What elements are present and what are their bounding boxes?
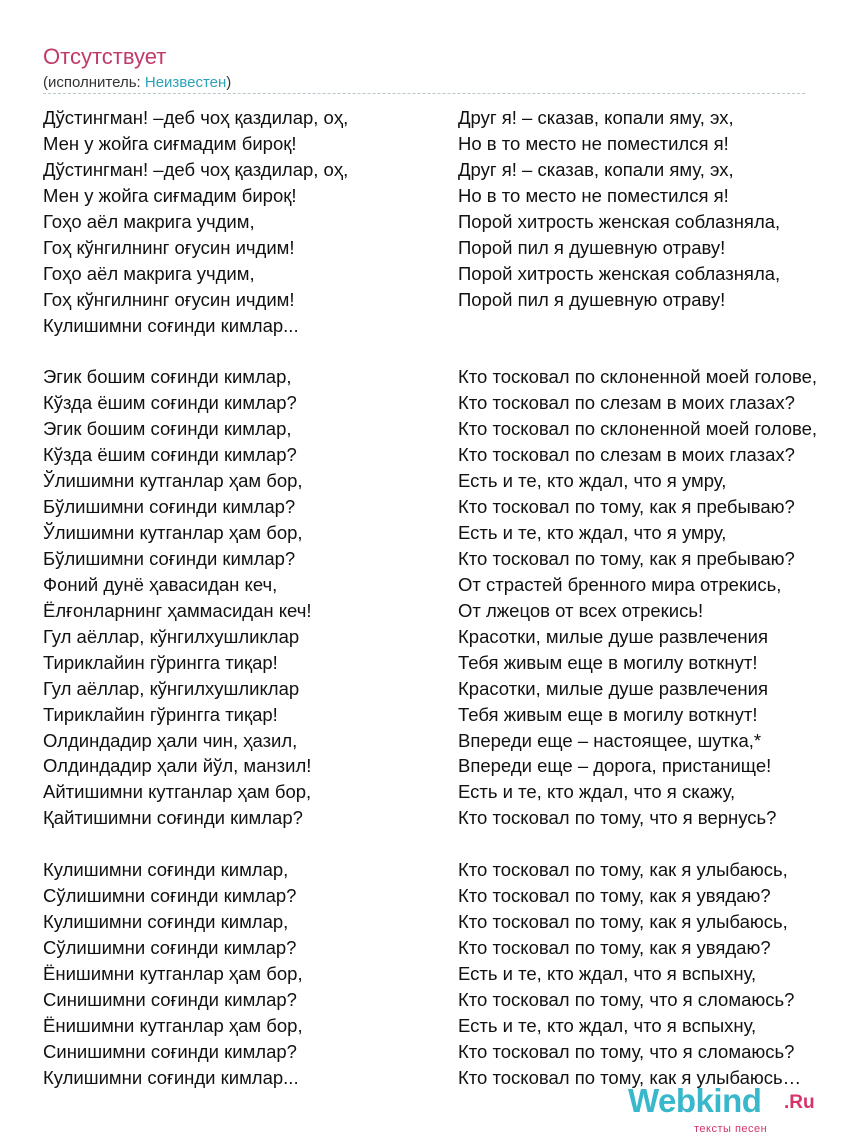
lyric-original: Синишимни соғинди кимлар? [43,1040,297,1062]
lyric-line [0,883,847,909]
lyric-line [0,494,847,520]
lyric-line [0,961,847,987]
lyric-line [0,650,847,676]
logo-brand: Webkind [628,1082,762,1119]
lyric-original: Дўстингман! –деб чоҳ қаздилар, оҳ, [43,158,349,180]
lyric-original: Гоҳ кўнгилнинг оғусин ичдим! [43,288,295,310]
lyric-line [0,831,847,857]
lyric-translation: Кто тосковал по тому, как я увядаю? [458,937,771,958]
lyric-translation: Друг я! – сказав, копали яму, эх, [458,158,734,180]
lyric-original: Ёнишимни кутганлар ҳам бор, [43,1014,303,1036]
logo-tagline: тексты песен [694,1123,768,1135]
artist-prefix: (исполнитель: [43,74,145,91]
lyric-translation: Кто тосковал по тому, как я улыбаюсь, [458,911,788,933]
lyric-line [0,805,847,831]
lyric-original: Ўлишимни кутганлар ҳам бор, [43,522,303,543]
lyric-line [0,520,847,546]
lyric-translation: Но в то место не поместился я! [458,132,729,154]
lyric-original: Мен у жойга сиғмадим бироқ! [43,184,297,206]
lyric-translation: Тебя живым еще в могилу воткнут! [458,651,758,673]
lyric-line [0,416,847,442]
lyric-line [0,287,847,313]
lyric-line [0,157,847,183]
lyric-line [0,442,847,468]
lyric-line [0,779,847,805]
lyric-translation: Кто тосковал по тому, что я сломаюсь? [458,988,795,1010]
lyric-translation: Впереди еще – настоящее, шутка,* [458,729,762,751]
lyric-original: Айтишимни кутганлар ҳам бор, [43,781,312,803]
artist-link[interactable]: Неизвестен [144,74,227,91]
lyric-translation: Есть и те, кто ждал, что я вспыхну, [458,962,757,984]
lyric-line [0,572,847,598]
artist-suffix: ) [226,74,232,91]
lyric-translation: Кто тосковал по склоненной моей голове, [458,418,818,440]
lyric-translation: Впереди еще – дорога, пристанище! [458,755,772,777]
lyric-original: Бўлишимни соғинди кимлар? [43,496,296,518]
lyric-translation: Тебя живым еще в могилу воткнут! [458,703,758,725]
lyric-translation: Кто тосковал по склоненной моей голове, [458,366,818,388]
lyrics-block [0,105,847,1091]
lyric-line [0,676,847,702]
lyric-original: Дўстингман! –деб чоҳ қаздилар, оҳ, [43,107,349,128]
lyric-translation: Есть и те, кто ждал, что я умру, [458,522,727,543]
lyric-original: Гул аёллар, кўнгилхушликлар [43,625,300,647]
lyric-original: Гул аёллар, кўнгилхушликлар [43,677,300,699]
lyric-original: Гоҳо аёл макрига учдим, [43,262,255,284]
lyric-line [0,105,847,131]
lyric-line [0,987,847,1013]
lyric-original: Кулишимни соғинди кимлар... [43,314,299,336]
lyric-line [0,313,847,339]
lyric-original: Эгик бошим соғинди кимлар, [43,366,292,388]
lyric-original: Мен у жойга сиғмадим бироқ! [43,132,297,154]
lyric-translation: Но в то место не поместился я! [458,184,729,206]
lyric-translation: Кто тосковал по тому, как я пребываю? [458,547,795,569]
lyric-original: Қайтишимни соғинди кимлар? [43,807,303,829]
lyric-translation: Кто тосковал по тому, что я сломаюсь? [458,1040,795,1062]
lyric-original: Гоҳ кўнгилнинг оғусин ичдим! [43,236,295,258]
lyric-original: Кўзда ёшим соғинди кимлар? [43,444,297,466]
lyric-line [0,183,847,209]
lyric-line [0,390,847,416]
lyric-translation: Кто тосковал по тому, как я улыбаюсь… [458,1066,802,1088]
lyric-line [0,364,847,390]
lyric-translation: Друг я! – сказав, копали яму, эх, [458,107,734,128]
lyric-line [0,624,847,650]
lyric-original: Сўлишимни соғинди кимлар? [43,937,297,958]
lyric-line [0,1039,847,1065]
lyric-translation: Кто тосковал по тому, как я увядаю? [458,885,771,907]
lyric-original: Ёнишимни кутганлар ҳам бор, [43,962,303,984]
lyric-line [0,857,847,883]
lyric-line [0,338,847,364]
lyric-line [0,131,847,157]
site-logo[interactable] [628,1074,828,1134]
header-divider [43,93,805,94]
lyric-translation: Порой хитрость женская соблазняла, [458,210,781,232]
lyric-line [0,702,847,728]
lyric-original: Гоҳо аёл макрига учдим, [43,210,255,232]
lyric-original: Тириклайин гўрингга тиқар! [43,651,278,673]
artist-line [43,74,231,91]
lyric-original: Кулишимни соғинди кимлар, [43,911,289,933]
lyric-original: Синишимни соғинди кимлар? [43,988,297,1010]
lyric-translation: Красотки, милые душе развлечения [458,677,768,699]
lyric-translation: Есть и те, кто ждал, что я вспыхну, [458,1014,757,1036]
lyric-translation: От лжецов от всех отрекись! [458,599,704,621]
lyric-translation: Кто тосковал по тому, как я пребываю? [458,496,795,518]
lyric-original: Ўлишимни кутганлар ҳам бор, [43,470,303,492]
lyric-original: Бўлишимни соғинди кимлар? [43,547,296,569]
lyric-translation: От страстей бренного мира отрекись, [458,573,782,595]
lyric-translation: Порой пил я душевную отраву! [458,288,726,310]
lyric-original: Тириклайин гўрингга тиқар! [43,703,278,725]
lyric-translation: Есть и те, кто ждал, что я умру, [458,470,727,492]
lyric-line [0,209,847,235]
lyric-line [0,728,847,754]
lyric-translation: Есть и те, кто ждал, что я скажу, [458,781,736,803]
lyric-line [0,261,847,287]
lyric-translation: Порой пил я душевную отраву! [458,236,726,258]
lyric-translation: Кто тосковал по слезам в моих глазах? [458,444,795,466]
lyric-translation: Красотки, милые душе развлечения [458,625,768,647]
lyric-line [0,235,847,261]
lyric-translation: Кто тосковал по тому, как я улыбаюсь, [458,859,788,881]
lyric-original: Кўзда ёшим соғинди кимлар? [43,392,297,414]
lyric-translation: Кто тосковал по тому, что я вернусь? [458,807,777,829]
lyric-line [0,1013,847,1039]
lyric-original: Фоний дунё ҳавасидан кеч, [43,573,278,595]
lyric-original: Ёлғонларнинг ҳаммасидан кеч! [43,599,312,621]
lyric-original: Олдиндадир ҳали йўл, манзил! [43,755,312,777]
lyric-line [0,909,847,935]
lyric-original: Олдиндадир ҳали чин, ҳазил, [43,729,298,751]
lyric-line [0,935,847,961]
lyric-original: Кулишимни соғинди кимлар, [43,859,289,881]
lyric-translation: Кто тосковал по слезам в моих глазах? [458,392,795,414]
lyric-line [0,468,847,494]
lyric-original: Эгик бошим соғинди кимлар, [43,418,292,440]
logo-tld: .Ru [784,1092,815,1113]
lyric-line [0,546,847,572]
lyric-original: Сўлишимни соғинди кимлар? [43,885,297,907]
page-title: Отсутствует [43,44,167,69]
lyric-line [0,753,847,779]
lyric-translation: Порой хитрость женская соблазняла, [458,262,781,284]
lyric-original: Кулишимни соғинди кимлар... [43,1066,299,1088]
lyric-line [0,598,847,624]
